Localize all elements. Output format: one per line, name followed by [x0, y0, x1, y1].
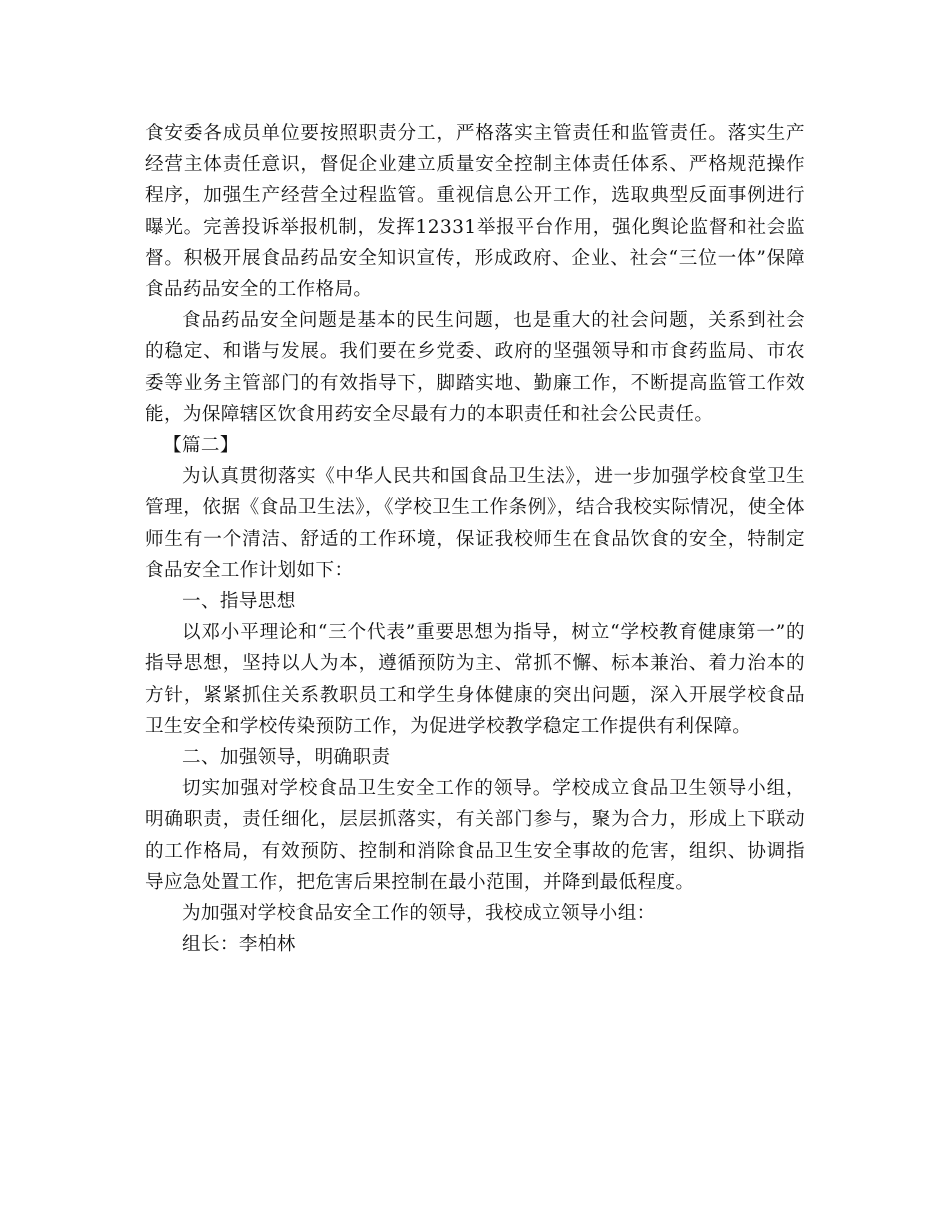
paragraph-summary: 食品药品安全问题是基本的民生问题，也是重大的社会问题，关系到社会的稳定、和谐与发展。我们要在乡党委、政府的坚强领导和市食药监局、市农委等业务主管部门的有效指导下，脚踏实地、勤廉工作，不断提高监管工作效能，为保障辖区饮食用药安全尽最有力的本职责任和社会公民责任。 — [145, 310, 805, 425]
paragraph-leadership-group: 为加强对学校食品安全工作的领导，我校成立领导小组： — [182, 903, 656, 925]
section-heading: 【篇二】 — [163, 435, 239, 457]
paragraph-continuation: 食安委各成员单位要按照职责分工，严格落实主管责任和监管责任。落实生产经营主体责任意识，督促企业建立质量安全控制主体责任体系、严格规范操作程序，加强生产经营全过程监管。重视信息公开工作，选取典型反面事例进行曝光。完善投诉举报机制，发挥12331举报平台作用，强化舆论监督和社会监督。积极开展食品药品安全知识宣传，形成政府、企业、社会“三位一体”保障食品药品安全的工作格局。 — [145, 123, 805, 301]
subheading-guiding-ideology: 一、指导思想 — [182, 591, 296, 613]
document-body — [145, 118, 805, 960]
subheading-leadership: 二、加强领导，明确职责 — [182, 747, 391, 769]
paragraph-leadership: 切实加强对学校食品卫生安全工作的领导。学校成立食品卫生领导小组，明确职责，责任细化，层层抓落实，有关部门参与，聚为合力，形成上下联动的工作格局，有效预防、控制和消除食品卫生安全事故的危害，组织、协调指导应急处置工作，把危害后果控制在最小范围，并降到最低程度。 — [145, 778, 805, 893]
group-leader-line: 组长：李柏林 — [182, 934, 296, 956]
paragraph-intro: 为认真贯彻落实《中华人民共和国食品卫生法》，进一步加强学校食堂卫生管理，依据《食品卫生法》，《学校卫生工作条例》，结合我校实际情况，使全体师生有一个清洁、舒适的工作环境，保证我校师生在食品饮食的安全，特制定食品安全工作计划如下： — [145, 466, 805, 581]
paragraph-guiding-ideology: 以邓小平理论和“三个代表”重要思想为指导，树立“学校教育健康第一”的指导思想，坚持以人为本，遵循预防为主、常抓不懈、标本兼治、着力治本的方针，紧紧抓住关系教职员工和学生身体健康的突出问题，深入开展学校食品卫生安全和学校传染预防工作，为促进学校教学稳定工作提供有利保障。 — [145, 622, 805, 737]
